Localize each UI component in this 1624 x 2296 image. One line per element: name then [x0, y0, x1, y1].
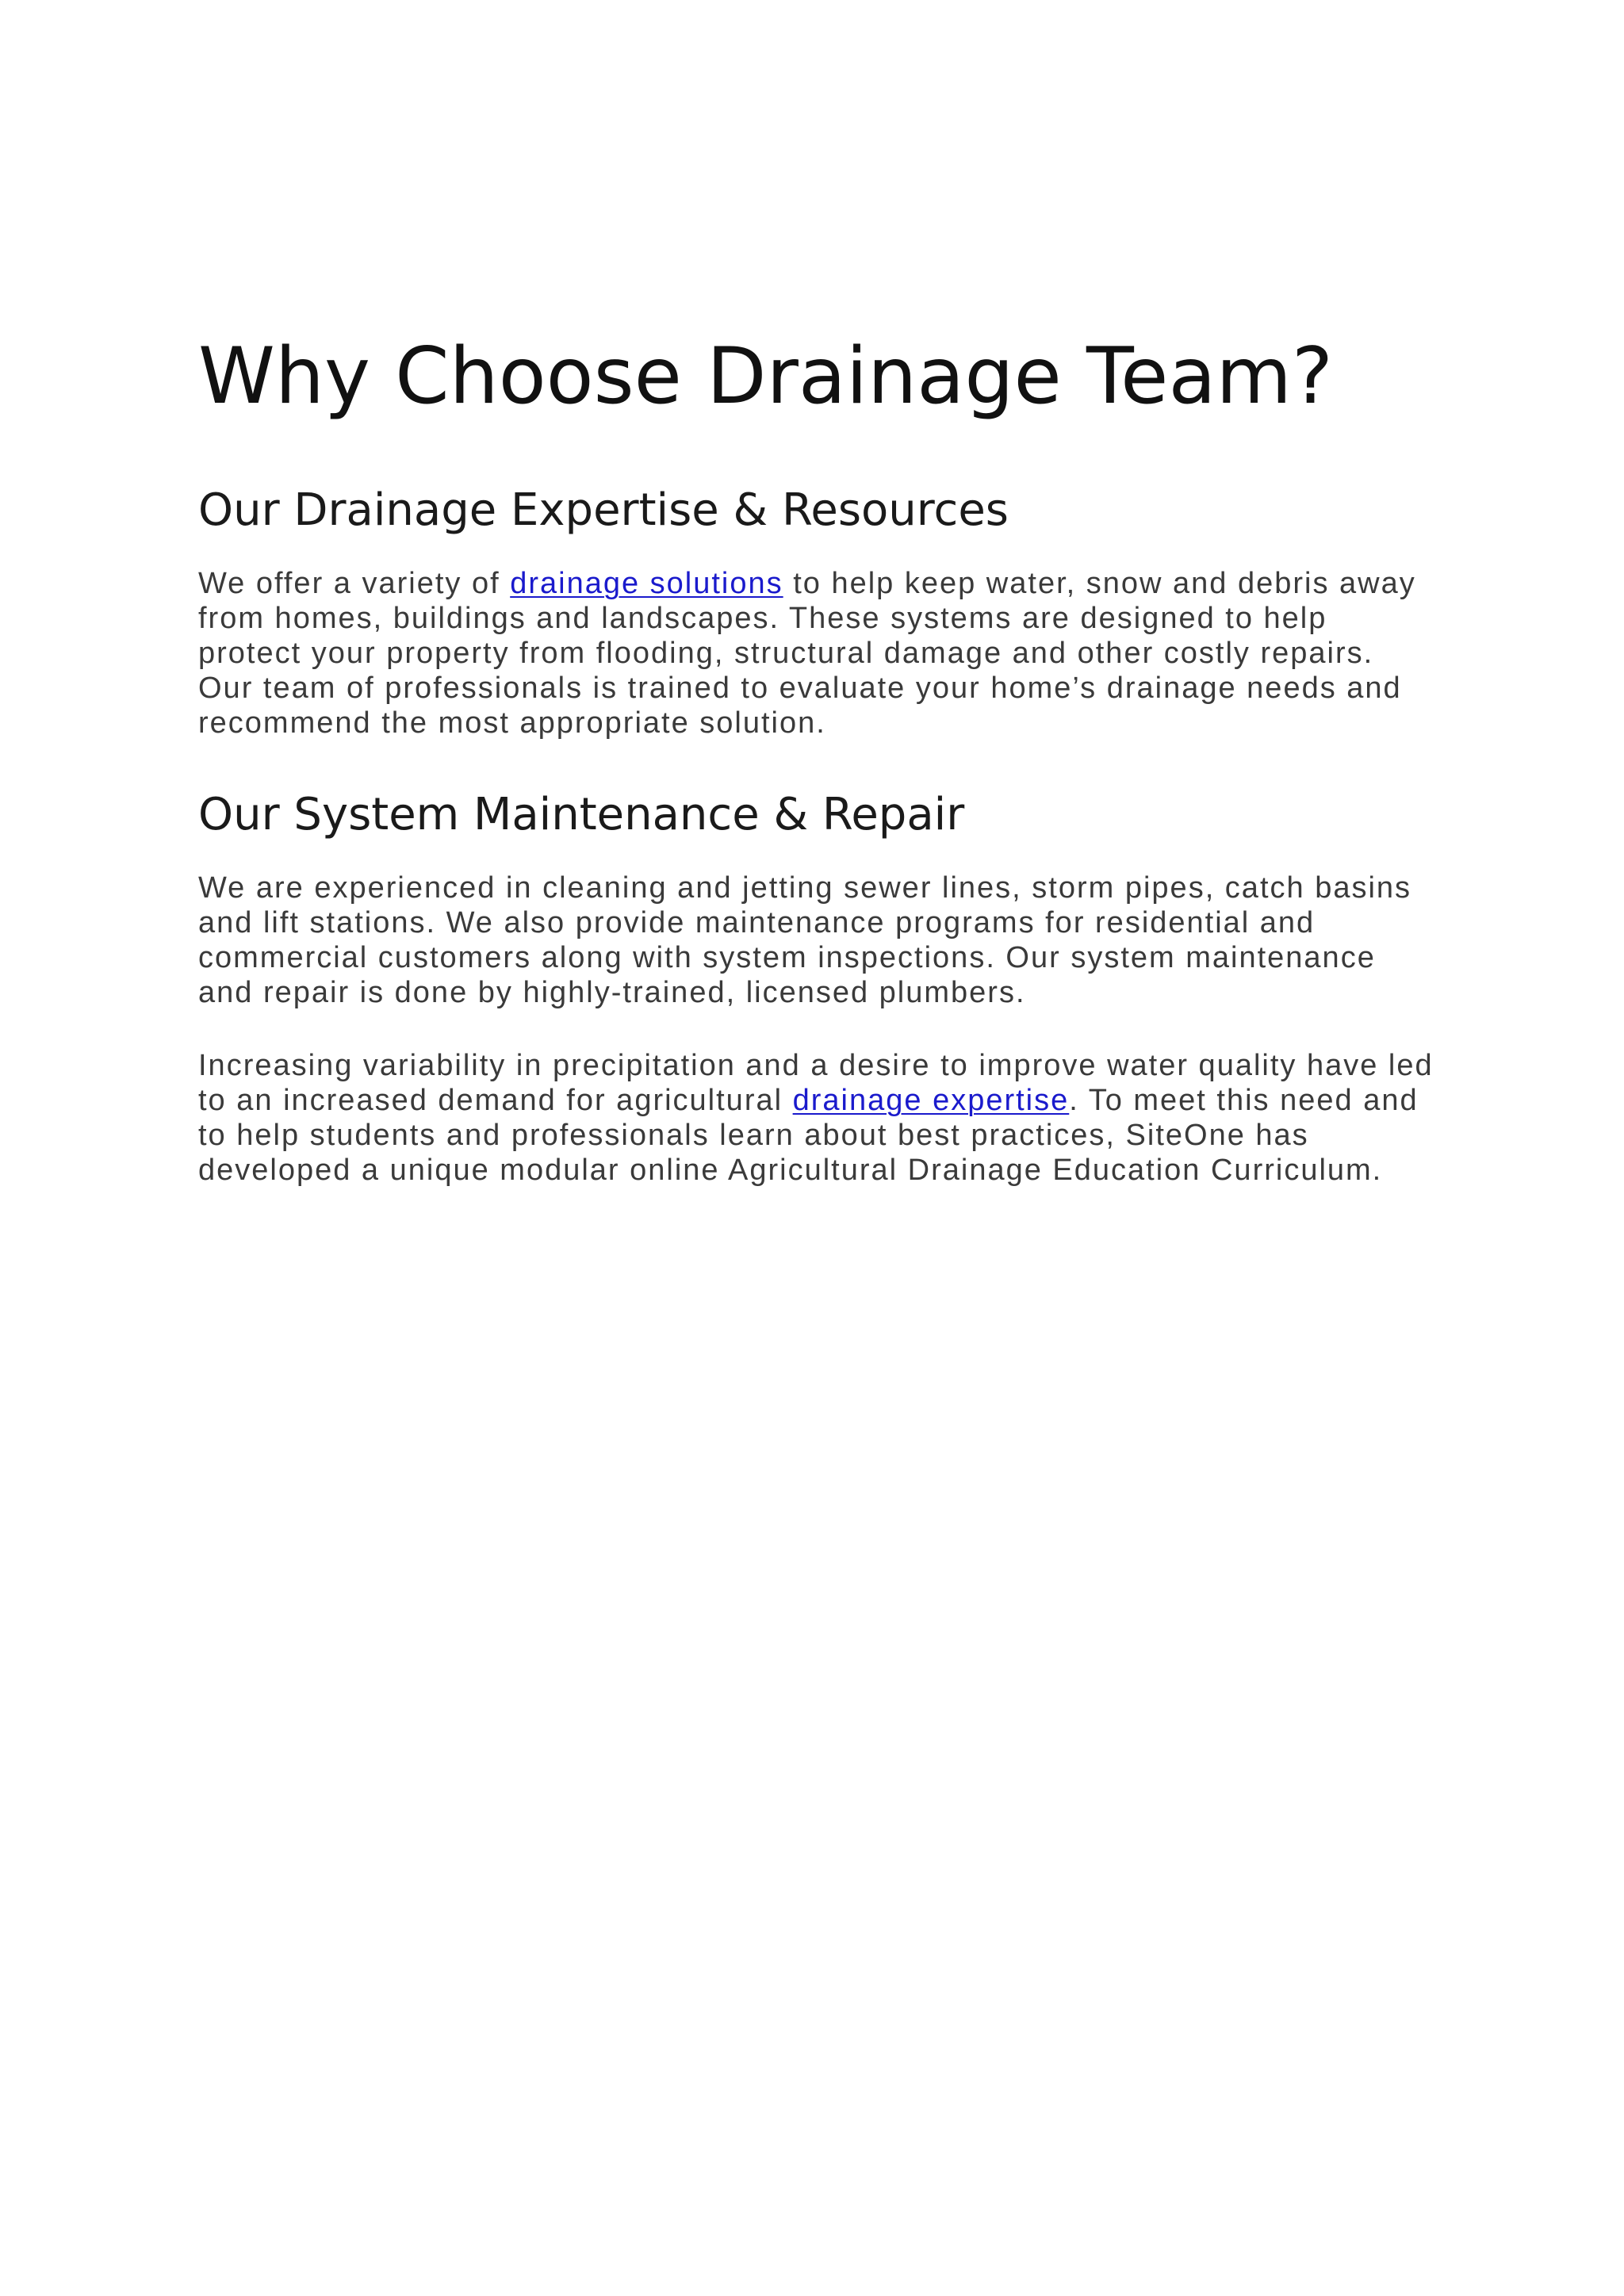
paragraph-text: . To meet this need and to help students and professionals learn about best practices, SiteOne has developed a unique modular online Agricultural Drainage Education Curriculum. — [198, 1084, 1419, 1187]
paragraph-text: We offer a variety of — [198, 567, 511, 600]
paragraph-agricultural-drainage — [198, 1048, 1435, 1188]
paragraph-maintenance-repair: We are experienced in cleaning and jetting sewer lines, storm pipes, catch basins and lift stations. We also provide maintenance programs for residential and commercial customers along with system inspections. Our system maintenance and repair is done by highly-trained, licensed plumbers. — [198, 871, 1412, 1009]
drainage-solutions-link[interactable]: drainage solutions — [510, 567, 783, 600]
paragraph-text: Increasing variability in precipitation and a desire to improve water quality have led to an increased demand for agricultural — [198, 1049, 1434, 1117]
drainage-expertise-link[interactable]: drainage expertise — [792, 1084, 1070, 1117]
paragraph-drainage-expertise — [198, 566, 1435, 740]
document-content — [198, 325, 1451, 1188]
paragraph-text: to help keep water, snow and debris away from homes, buildings and landscapes. These systems are designed to help protect your property from flooding, structural damage and other costly repairs. Our team of professionals is trained to evaluate your home’s drainage needs and recommend the most appropriate solution. — [198, 567, 1416, 740]
section-heading-drainage-expertise: Our Drainage Expertise & Resources — [198, 484, 1009, 536]
section-heading-maintenance-repair: Our System Maintenance & Repair — [198, 789, 965, 840]
page-title: Why Choose Drainage Team? — [198, 331, 1334, 422]
